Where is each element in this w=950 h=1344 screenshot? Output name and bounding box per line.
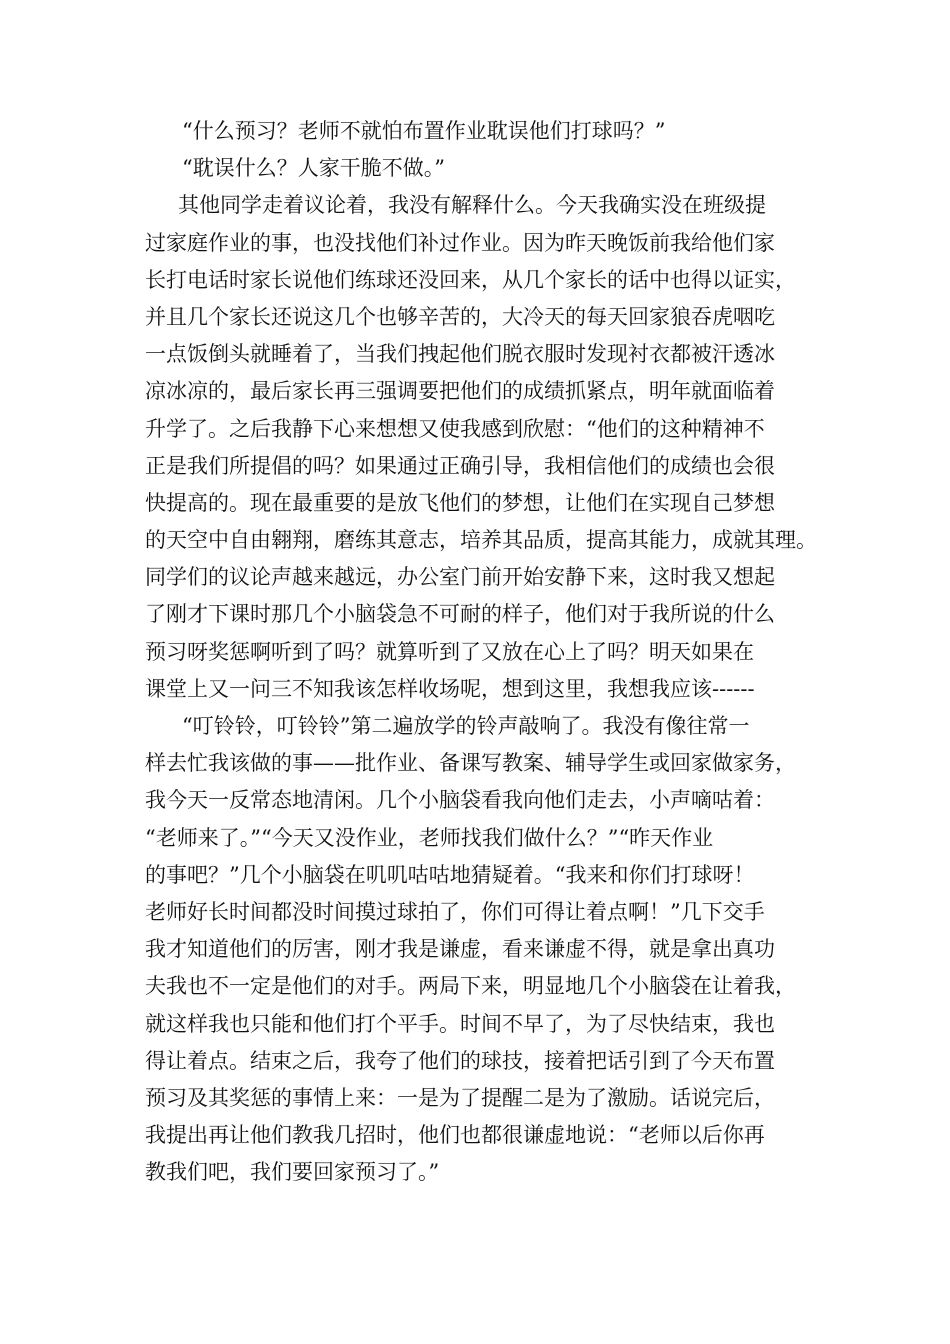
text-line-8: 凉冰凉的，最后家长再三强调要把他们的成绩抓紧点，明年就面临着 bbox=[145, 379, 775, 404]
text-line-7: 一点饭倒头就睡着了，当我们拽起他们脱衣服时发现衬衣都被汗透冰 bbox=[145, 342, 775, 367]
text-line-15: 预习呀奖惩啊听到了吗？就算听到了又放在心上了吗？明天如果在 bbox=[145, 639, 754, 664]
text-line-1: “什么预习？老师不就怕布置作业耽误他们打球吗？” bbox=[182, 119, 666, 143]
text-line-12: 的天空中自由翱翔，磨练其意志，培养其品质，提高其能力，成就其理。 bbox=[145, 528, 817, 553]
text-line-11: 快提高的。现在最重要的是放飞他们的梦想，让他们在实现自己梦想 bbox=[145, 490, 775, 515]
text-line-20: “老师来了。”“今天又没作业，老师找我们做什么？”“昨天作业 bbox=[145, 825, 714, 850]
text-line-13: 同学们的议论声越来越远，办公室门前开始安静下来，这时我又想起 bbox=[145, 565, 775, 590]
text-line-14: 了刚才下课时那几个小脑袋急不可耐的样子，他们对于我所说的什么 bbox=[145, 602, 775, 627]
text-line-28: 我提出再让他们教我几招时，他们也都很谦虚地说：“老师以后你再 bbox=[145, 1123, 765, 1148]
text-line-19: 我今天一反常态地清闲。几个小脑袋看我向他们走去，小声嘀咕着： bbox=[145, 788, 775, 813]
text-line-9: 升学了。之后我静下心来想想又使我感到欣慰：“他们的这种精神不 bbox=[145, 416, 765, 441]
text-line-2: “耽误什么？人家干脆不做。” bbox=[182, 156, 445, 181]
text-line-21: 的事吧？”几个小脑袋在叽叽咕咕地猜疑着。“我来和你们打球呀！ bbox=[145, 862, 755, 887]
text-line-22: 老师好长时间都没时间摸过球拍了，你们可得让着点啊！”几下交手 bbox=[145, 899, 765, 924]
text-line-16: 课堂上又一问三不知我该怎样收场呢，想到这里，我想我应该------ bbox=[145, 676, 755, 701]
body-text bbox=[145, 113, 825, 1191]
text-line-10: 正是我们所提倡的吗？如果通过正确引导，我相信他们的成绩也会很 bbox=[145, 453, 775, 478]
text-line-5: 长打电话时家长说他们练球还没回来，从几个家长的话中也得以证实， bbox=[145, 267, 796, 292]
text-line-26: 得让着点。结束之后，我夸了他们的球技，接着把话引到了今天布置 bbox=[145, 1048, 775, 1073]
text-line-27: 预习及其奖惩的事情上来：一是为了提醒二是为了激励。话说完后， bbox=[145, 1085, 775, 1110]
text-line-23: 我才知道他们的厉害，刚才我是谦虚，看来谦虚不得，就是拿出真功 bbox=[145, 937, 775, 962]
text-line-25: 就这样我也只能和他们打个平手。时间不早了，为了尽快结束，我也 bbox=[145, 1011, 775, 1036]
text-line-24: 夫我也不一定是他们的对手。两局下来，明显地几个小脑袋在让着我， bbox=[145, 974, 796, 999]
text-line-4: 过家庭作业的事，也没找他们补过作业。因为昨天晚饭前我给他们家 bbox=[145, 230, 775, 255]
text-line-17: “叮铃铃，叮铃铃”第二遍放学的铃声敲响了。我没有像往常一 bbox=[182, 714, 750, 738]
text-line-3: 其他同学走着议论着，我没有解释什么。今天我确实没在班级提 bbox=[178, 193, 766, 218]
text-line-29: 教我们吧，我们要回家预习了。” bbox=[145, 1160, 440, 1185]
text-line-18: 样去忙我该做的事——批作业、备课写教案、辅导学生或回家做家务， bbox=[145, 751, 796, 776]
text-line-6: 并且几个家长还说这几个也够辛苦的，大冷天的每天回家狼吞虎咽吃 bbox=[145, 304, 775, 329]
